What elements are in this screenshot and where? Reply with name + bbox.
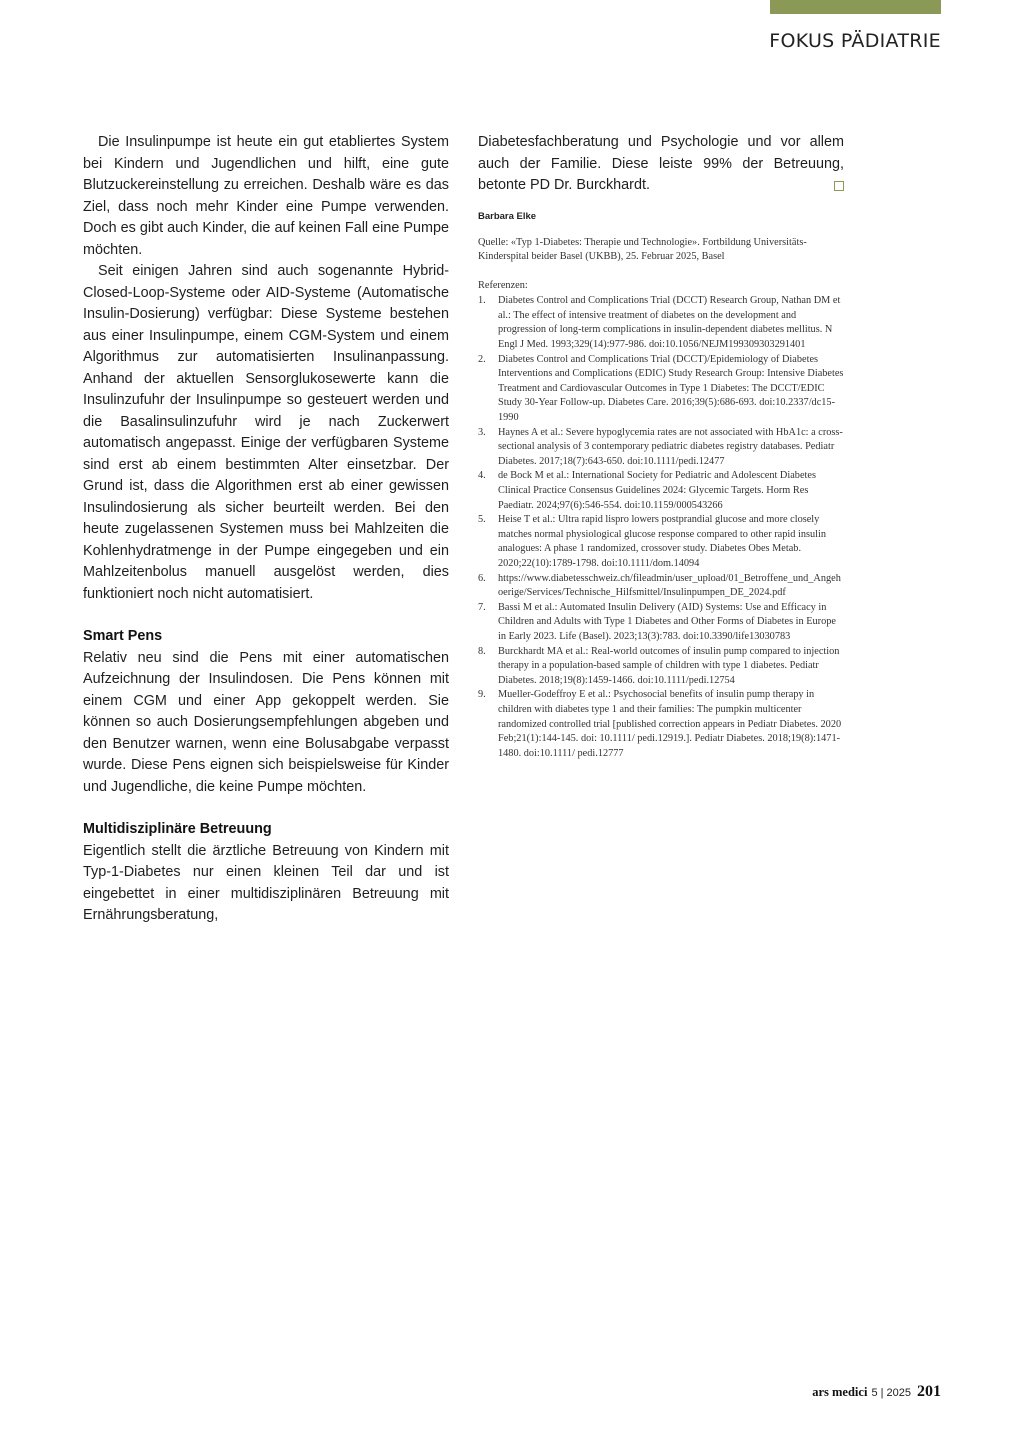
source-note: Quelle: «Typ 1-Diabetes: Therapie und Technologie». Fortbildung Universitäts-Kinderspital beider Basel (UKBB), 25. Februar 2025, Basel [478, 236, 807, 263]
reference-item [478, 353, 844, 426]
reference-number: 4. [478, 470, 486, 482]
reference-text: Heise T et al.: Ultra rapid lispro lowers postprandial glucose and more closely matches normal physiological glucose response compared to other rapid insulin analogues: A phase 1 randomized, crossover study. Diabetes Obes Metab. 2020;22(10):1789-1798. doi:10.1111/dom.14094 [498, 514, 826, 569]
reference-text: Haynes A et al.: Severe hypoglycemia rates are not associated with HbA1c: a cross-sectional analysis of 3 contemporary pediatric diabetes registry databases. Pediatr Diabetes. 2017;18(7):643-650. doi:10.1111/pedi.12477 [498, 426, 843, 467]
body-paragraph: Seit einigen Jahren sind auch sogenannte Hybrid-Closed-Loop-Systeme oder AID-Systeme (Automatische Insulin-Dosierung) verfügbar: Diese Systeme bestehen aus einer Insulinpumpe, einem CGM-System und einem Algorithmus zur automatisierten Insulinanpassung. Anhand der aktuellen Sensorglukosewerte kann die Insulinzufuhr der Insulinpumpe so gesteuert werden und die Basalinsulinzufuhr wird je nach Zuckerwert automatisch angepasst. Einige der verfügbaren Systeme sind erst ab einem bestimmten Alter einsetzbar. Der Grund ist, dass die Algorithmen erst ab einer gewissen Insulindosierung als sicher beurteilt werden. Bei den heute zugelassenen Systemen muss bei Mahlzeiten die Kohlenhydratmenge in der Pumpe eingegeben und ein Mahlzeitenbolus manuell ausgelöst werden, dies funktioniert noch nicht automatisiert. [83, 263, 449, 602]
reference-text: de Bock M et al.: International Society for Pediatric and Adolescent Diabetes Clinical Practice Consensus Guidelines 2024: Glycemic Targets. Horm Res Paediatr. 2024;97(6):546-554. doi:10.1159/000543266 [498, 470, 816, 511]
reference-item [478, 426, 844, 470]
body-paragraph: Die Insulinpumpe ist heute ein gut etabliertes System bei Kindern und Jugendlichen und hilft, eine gute Blutzuckereinstellung zu erreichen. Deshalb wäre es das Ziel, dass noch mehr Kinder eine Pumpe verwenden. Doch es gibt auch Kinder, die auf keinen Fall eine Pumpe möchten. [83, 134, 449, 258]
right-column [478, 132, 844, 761]
section-heading: Multidisziplinäre Betreuung [83, 821, 272, 837]
reference-item [478, 294, 844, 352]
reference-text: Burckhardt MA et al.: Real-world outcomes of insulin pump compared to injection therapy in a population-based sample of children with type 1 diabetes. Pediatr Diabetes. 2018;19(8):1459-1466. doi:10.1111/pedi.12754 [498, 645, 840, 686]
section-title: FOKUS PÄDIATRIE [769, 30, 941, 52]
reference-number: 2. [478, 353, 486, 365]
body-paragraph: Eigentlich stellt die ärztliche Betreuung von Kindern mit Typ-1-Diabetes nur einen kleinen Teil dar und ist eingebettet in einer multidisziplinären Betreuung mit Ernährungsberatung, [83, 842, 449, 923]
section-accent-bar [770, 0, 941, 14]
left-column [83, 132, 449, 927]
reference-text: Bassi M et al.: Automated Insulin Delivery (AID) Systems: Use and Efficacy in Children and Adults with Type 1 Diabetes and Other Forms of Diabetes in Europe in Early 2023. Life (Basel). 2023;13(3):783. doi:10.3390/life13030783 [498, 601, 836, 642]
reference-number: 5. [478, 514, 486, 526]
reference-number: 1. [478, 295, 486, 307]
reference-text: Diabetes Control and Complications Trial (DCCT)/Epidemiology of Diabetes Interventions and Complications (EDIC) Study Research Group: Intensive Diabetes Treatment and Cardiovascular Outcomes in Type 1 Diabetes: The DCCT/EDIC Study 30-Year Follow-up. Diabetes Care. 2016;39(5):686-693. doi:10.2337/dc15-1990 [498, 353, 844, 424]
page-footer [812, 1383, 941, 1401]
reference-item [478, 601, 844, 645]
continuation-text: Diabetesfachberatung und Psychologie und vor allem auch der Familie. Diese leiste 99% der Betreuung, betonte PD Dr. Burckhardt. [478, 134, 844, 193]
reference-number: 3. [478, 426, 486, 438]
reference-item [478, 688, 844, 761]
reference-text: Diabetes Control and Complications Trial (DCCT) Research Group, Nathan DM et al.: The effect of intensive treatment of diabetes on the development and progression of long-term complications in insulin-dependent diabetes mellitus. N Engl J Med. 1993;329(14):977-986. doi:10.1056/NEJM199309303291401 [498, 295, 841, 351]
reference-number: 6. [478, 572, 486, 584]
author-name: Barbara Elke [478, 210, 537, 222]
reference-text: https://www.diabetesschweiz.ch/fileadmin/user_upload/01_Betroffene_und_Angehoerige/Services/Technische_Hilfsmittel/Insulinpumpen_DE_2024.pdf [498, 572, 841, 599]
reference-item [478, 645, 844, 689]
references-list [478, 294, 844, 761]
references-title: Referenzen: [478, 279, 528, 291]
reference-item [478, 572, 844, 601]
reference-number: 9. [478, 689, 486, 701]
hollow-square-icon [834, 181, 844, 191]
page-number: 201 [917, 1383, 941, 1400]
reference-item [478, 469, 844, 513]
reference-item [478, 513, 844, 571]
reference-text: Mueller-Godeffroy E et al.: Psychosocial benefits of insulin pump therapy in children with diabetes type 1 and their families: The pumpkin multicenter randomized controlled trial [published correction appears in Pediatr Diabetes. 2020 Feb;21(1):144-145. doi: 10.1111/ pedi.12919.]. Pediatr Diabetes. 2018;19(8):1471-1480. doi:10.1111/ pedi.12777 [498, 689, 842, 759]
issue-info: 5 | 2025 [871, 1387, 911, 1399]
body-paragraph: Relativ neu sind die Pens mit einer automatischen Aufzeichnung der Insulindosen. Die Pens können mit einem CGM und einer App gekoppelt werden. Sie können so auch Dosierungsempfehlungen abgeben und den Benutzer warnen, wenn eine Bolusabgabe verpasst wurde. Diese Pens eignen sich beispielsweise für Kinder und Jugendliche, die keine Pumpe möchten. [83, 649, 449, 795]
section-heading: Smart Pens [83, 628, 163, 644]
reference-number: 7. [478, 601, 486, 613]
reference-number: 8. [478, 645, 486, 657]
journal-name: ars medici [812, 1385, 868, 1399]
body-paragraph-continuation [478, 132, 844, 197]
